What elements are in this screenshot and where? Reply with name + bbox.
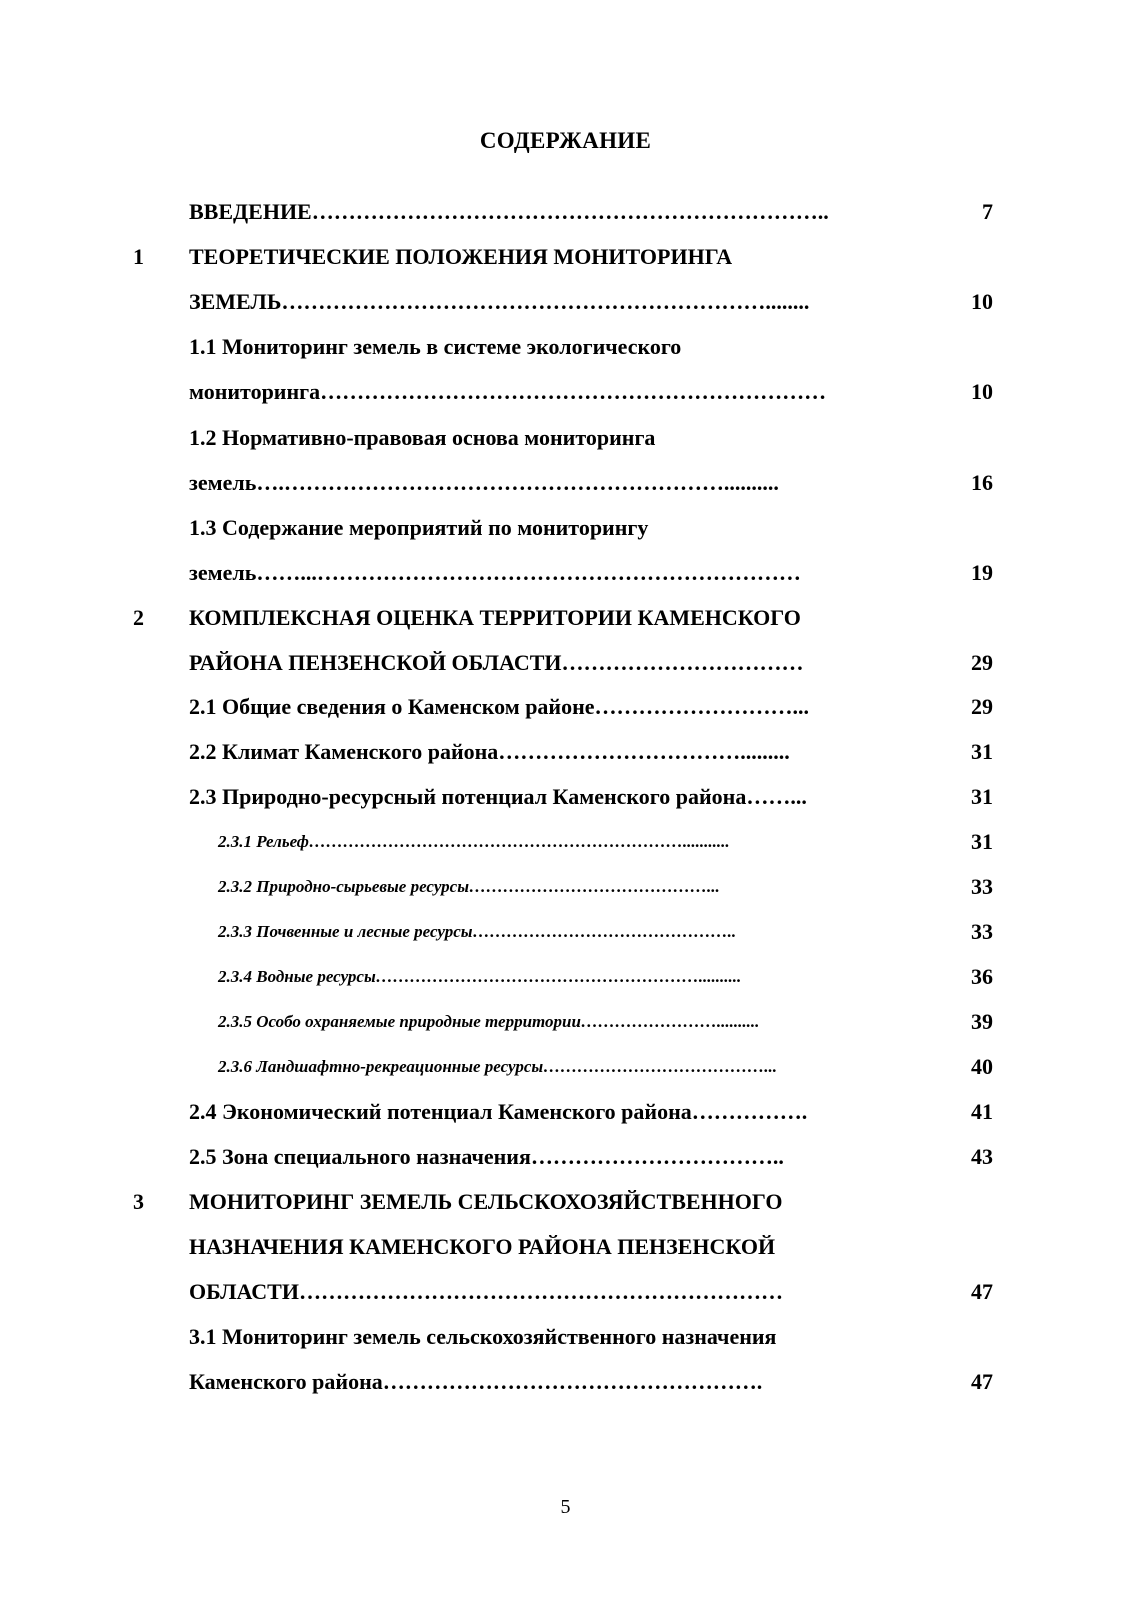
toc-entry-title: ЗЕМЕЛЬ…………………………………………………………........ bbox=[189, 289, 810, 314]
toc-entry-title: 1.3 Содержание мероприятий по мониторингу bbox=[189, 515, 649, 540]
toc-entry bbox=[0, 957, 1131, 997]
toc-entry bbox=[0, 912, 1131, 952]
toc-entry-title: 3.1 Мониторинг земель сельскохозяйственного назначения bbox=[189, 1324, 777, 1349]
toc-entry-title: ВВЕДЕНИЕ…………………………………………………………….. bbox=[189, 199, 829, 224]
toc-entry-title: 2.2 Климат Каменского района……………………………......... bbox=[189, 739, 790, 764]
toc-entry-title: мониторинга…………………………………………………………… bbox=[189, 379, 827, 404]
toc-entry bbox=[0, 732, 1131, 772]
toc-entry bbox=[0, 687, 1131, 727]
toc-entry-title: 2.3.3 Почвенные и лесные ресурсы……………………………………….. bbox=[218, 922, 737, 941]
toc-entry-title: 1.1 Мониторинг земель в системе экологического bbox=[189, 334, 682, 359]
toc-entry bbox=[0, 418, 1131, 458]
toc-entry-page: 41 bbox=[971, 1099, 993, 1124]
toc-entry bbox=[0, 508, 1131, 548]
toc-entry-title: 2.4 Экономический потенциал Каменского района……………. bbox=[189, 1099, 808, 1124]
toc-entry-title: МОНИТОРИНГ ЗЕМЕЛЬ СЕЛЬСКОХОЗЯЙСТВЕННОГО bbox=[189, 1189, 783, 1214]
toc-entry bbox=[0, 553, 1131, 593]
toc-entry-page: 47 bbox=[971, 1369, 993, 1394]
toc-entry bbox=[0, 1092, 1131, 1132]
toc-entry bbox=[0, 282, 1131, 322]
toc-entry-title: Каменского района……………………………………………. bbox=[189, 1369, 763, 1394]
toc-entry-number: 3 bbox=[133, 1189, 144, 1214]
toc-entry-page: 29 bbox=[971, 694, 993, 719]
toc-entry bbox=[0, 1272, 1131, 1312]
toc-entry bbox=[0, 372, 1131, 412]
toc-entry-title: 2.1 Общие сведения о Каменском районе………………………... bbox=[189, 694, 810, 719]
toc-entry-title: 2.3.4 Водные ресурсы………………………………………………….......... bbox=[218, 967, 742, 986]
toc-entry bbox=[0, 192, 1131, 232]
toc-entry-page: 10 bbox=[971, 379, 993, 404]
toc-entry-page: 39 bbox=[971, 1009, 993, 1034]
toc-entry-page: 40 bbox=[971, 1054, 993, 1079]
toc-entry-page: 33 bbox=[971, 919, 993, 944]
toc-entry-title: 2.3.1 Рельеф…………………………………………………………........... bbox=[218, 832, 730, 851]
toc-entry bbox=[0, 1362, 1131, 1402]
toc-entry bbox=[0, 1182, 1131, 1222]
toc-entry-page: 36 bbox=[971, 964, 993, 989]
toc-entry-page: 33 bbox=[971, 874, 993, 899]
toc-entry-page: 31 bbox=[971, 784, 993, 809]
toc-entry-page: 31 bbox=[971, 829, 993, 854]
toc-entry-title: РАЙОНА ПЕНЗЕНСКОЙ ОБЛАСТИ…………………………… bbox=[189, 650, 804, 675]
toc-entry-page: 7 bbox=[982, 199, 993, 224]
toc-entry bbox=[0, 327, 1131, 367]
page-title: СОДЕРЖАНИЕ bbox=[479, 128, 652, 153]
toc-entry-page: 47 bbox=[971, 1279, 993, 1304]
toc-entry bbox=[0, 598, 1131, 638]
toc-entry-title: НАЗНАЧЕНИЯ КАМЕНСКОГО РАЙОНА ПЕНЗЕНСКОЙ bbox=[189, 1234, 776, 1259]
toc-entry-page: 10 bbox=[971, 289, 993, 314]
toc-entry-title: 2.3.6 Ландшафтно-рекреационные ресурсы…………………………………... bbox=[218, 1057, 777, 1076]
toc-entry-page: 43 bbox=[971, 1144, 993, 1169]
toc-entry-title: 1.2 Нормативно-правовая основа мониторинга bbox=[189, 425, 656, 450]
toc-entry-number: 2 bbox=[133, 605, 144, 630]
toc-entry-title: 2.3 Природно-ресурсный потенциал Каменского района……... bbox=[189, 784, 807, 809]
toc-entry bbox=[0, 1227, 1131, 1267]
toc-entry bbox=[0, 463, 1131, 503]
toc-entry-title: ТЕОРЕТИЧЕСКИЕ ПОЛОЖЕНИЯ МОНИТОРИНГА bbox=[189, 244, 733, 269]
toc-entry-page: 31 bbox=[971, 739, 993, 764]
toc-entry bbox=[0, 822, 1131, 862]
toc-entry-title: земель……...………………………………………………………… bbox=[189, 560, 801, 585]
toc-entry bbox=[0, 1317, 1131, 1357]
toc-entry bbox=[0, 643, 1131, 683]
page-number: 5 bbox=[560, 1496, 571, 1518]
toc-entry bbox=[0, 1047, 1131, 1087]
toc-entry-number: 1 bbox=[133, 244, 144, 269]
toc-entry-page: 29 bbox=[971, 650, 993, 675]
toc-entry-title: 2.3.5 Особо охраняемые природные территории…………………….......... bbox=[218, 1012, 760, 1031]
toc-entry bbox=[0, 1002, 1131, 1042]
toc-entry-title: КОМПЛЕКСНАЯ ОЦЕНКА ТЕРРИТОРИИ КАМЕНСКОГО bbox=[189, 605, 801, 630]
toc-entry bbox=[0, 777, 1131, 817]
toc-entry bbox=[0, 237, 1131, 277]
toc-entry-title: земель….…………………………………………………….......... bbox=[189, 470, 779, 495]
toc-entry-page: 16 bbox=[971, 470, 993, 495]
toc-entry-title: 2.5 Зона специального назначения…………………………….. bbox=[189, 1144, 784, 1169]
toc-entry bbox=[0, 1137, 1131, 1177]
toc-entry bbox=[0, 867, 1131, 907]
toc-entry-title: ОБЛАСТИ………………………………………………………… bbox=[189, 1279, 783, 1304]
toc-entry-page: 19 bbox=[971, 560, 993, 585]
toc-entry-title: 2.3.2 Природно-сырьевые ресурсы……………………………………... bbox=[218, 877, 720, 896]
